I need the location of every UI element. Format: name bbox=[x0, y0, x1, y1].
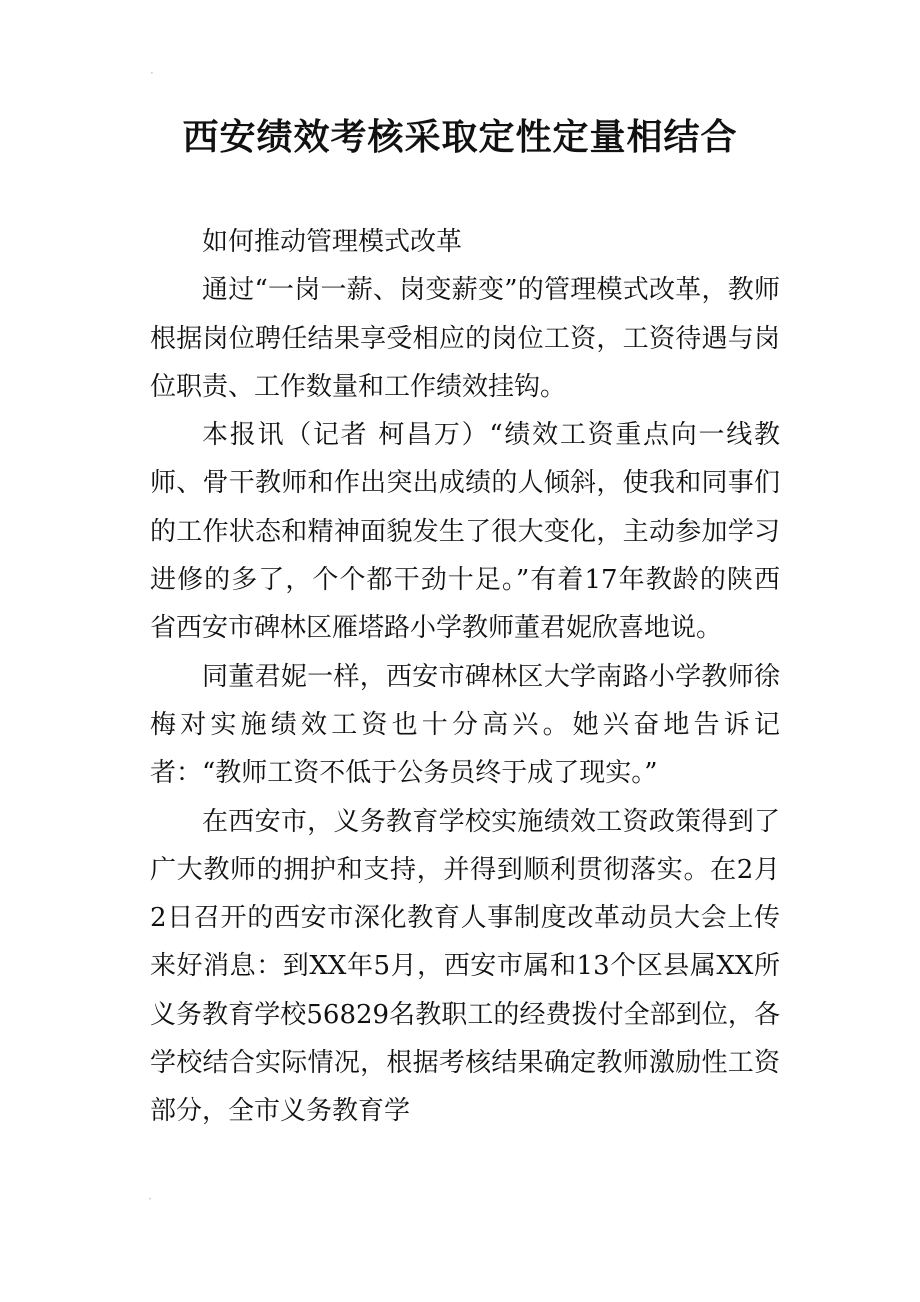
paragraph-2: 本报讯（记者 柯昌万）“绩效工资重点向一线教师、骨干教师和作出突出成绩的人倾斜，使我和同事们的工作状态和精神面貌发生了很大变化，主动参加学习进修的多了，个个都干劲十足。”有着17年教龄的陕西省西安市碑林区雁塔路小学教师董君妮欣喜地说。 bbox=[150, 420, 780, 644]
paragraph-4: 在西安市，义务教育学校实施绩效工资政策得到了广大教师的拥护和支持，并得到顺利贯彻落实。在2月2日召开的西安市深化教育人事制度改革动员大会上传来好消息：到XX年5月，西安市属和13个区县属XX所义务教育学校56829名教职工的经费拨付全部到位，各学校结合实际情况，根据考核结果确定教师激励性工资部分，全市义务教育学 bbox=[150, 806, 780, 1127]
paragraph-3: 同董君妮一样，西安市碑林区大学南路小学教师徐梅对实施绩效工资也十分高兴。她兴奋地告诉记者：“教师工资不低于公务员终于成了现实。” bbox=[150, 661, 780, 789]
document-body bbox=[150, 218, 780, 1136]
paragraph-1: 通过“一岗一薪、岗变薪变”的管理模式改革，教师根据岗位聘任结果享受相应的岗位工资，工资待遇与岗位职责、工作数量和工作绩效挂钩。 bbox=[150, 275, 780, 402]
document-title: 西安绩效考核采取定性定量相结合 bbox=[182, 117, 738, 158]
scan-mark-bottom: · bbox=[148, 1192, 152, 1206]
paragraph-heading: 如何推动管理模式改革 bbox=[202, 227, 463, 257]
scan-mark-top: · bbox=[150, 66, 154, 80]
